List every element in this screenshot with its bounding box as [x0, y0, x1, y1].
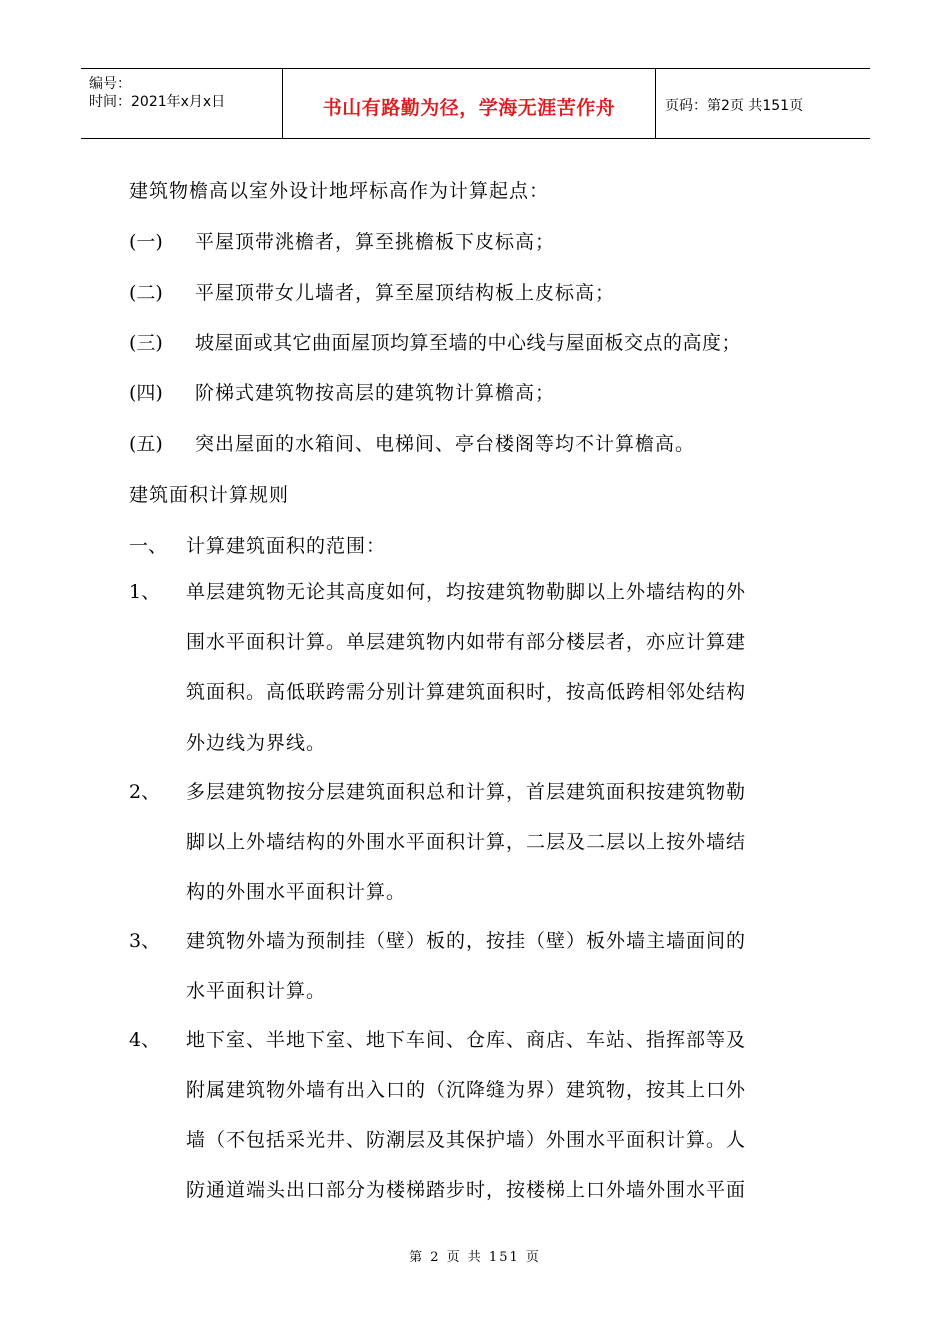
- eave-item-marker: (二): [129, 282, 163, 304]
- rule-marker: 4、: [129, 1029, 161, 1051]
- section-title: 建筑面积计算规则: [129, 484, 290, 506]
- eave-item-text: 平屋顶带女儿墙者，算至屋顶结构板上皮标高；: [195, 282, 616, 304]
- header-page-cell: [656, 69, 870, 138]
- rule-marker: 3、: [129, 930, 161, 952]
- eave-item-marker: (三): [129, 332, 163, 354]
- eave-item-marker: (四): [129, 382, 163, 404]
- rule-line: 脚以上外墙结构的外围水平面积计算，二层及二层以上按外墙结: [186, 831, 747, 853]
- code-label: 编号：: [89, 76, 131, 92]
- eave-item-text: 坡屋面或其它曲面屋顶均算至墙的中心线与屋面板交点的高度；: [195, 332, 742, 354]
- eave-item-text: 阶梯式建筑物按高层的建筑物计算檐高；: [195, 382, 556, 404]
- rule-line: 附属建筑物外墙有出入口的（沉降缝为界）建筑物，按其上口外: [186, 1079, 747, 1101]
- rule-marker: 1、: [129, 581, 161, 603]
- eave-item-marker: (五): [129, 433, 163, 455]
- eave-item-text: 突出屋面的水箱间、电梯间、亭台楼阁等均不计算檐高。: [195, 433, 696, 455]
- rule-line: 墙（不包括采光井、防潮层及其保护墙）外围水平面积计算。人: [186, 1129, 747, 1151]
- eave-item-marker: (一): [129, 231, 163, 253]
- subsection-text: 计算建筑面积的范围：: [186, 535, 387, 557]
- document-header: [81, 68, 870, 139]
- rule-line: 单层建筑物无论其高度如何，均按建筑物勒脚以上外墙结构的外: [186, 581, 747, 603]
- motto: 书山有路勤为径，学海无涯苦作舟: [322, 97, 616, 119]
- page-info: 页码：第2页 共151页: [665, 98, 804, 114]
- rule-line: 地下室、半地下室、地下车间、仓库、商店、车站、指挥部等及: [186, 1029, 747, 1051]
- rule-line: 水平面积计算。: [186, 980, 327, 1002]
- header-info-cell: [81, 69, 283, 138]
- header-motto-cell: [283, 69, 656, 138]
- eave-item-text: 平屋顶带洮檐者，算至挑檐板下皮标高；: [195, 231, 556, 253]
- rule-line: 筑面积。高低联跨需分别计算建筑面积时，按高低跨相邻处结构: [186, 681, 747, 703]
- page-footer: 第 2 页 共 151 页: [409, 1250, 541, 1265]
- rule-line: 围水平面积计算。单层建筑物内如带有部分楼层者，亦应计算建: [186, 631, 747, 653]
- intro-paragraph: 建筑物檐高以室外设计地坪标高作为计算起点：: [129, 180, 550, 202]
- date-label: 时间：2021年x月x日: [89, 94, 226, 110]
- rule-line: 建筑物外墙为预制挂（壁）板的，按挂（壁）板外墙主墙面间的: [186, 930, 747, 952]
- rule-line: 多层建筑物按分层建筑面积总和计算，首层建筑面积按建筑物勒: [186, 781, 747, 803]
- rule-line: 防通道端头出口部分为楼梯踏步时，按楼梯上口外墙外围水平面: [186, 1179, 747, 1201]
- rule-marker: 2、: [129, 781, 161, 803]
- subsection-marker: 一、: [129, 535, 168, 557]
- rule-line: 外边线为界线。: [186, 732, 327, 754]
- rule-line: 构的外围水平面积计算。: [186, 881, 407, 903]
